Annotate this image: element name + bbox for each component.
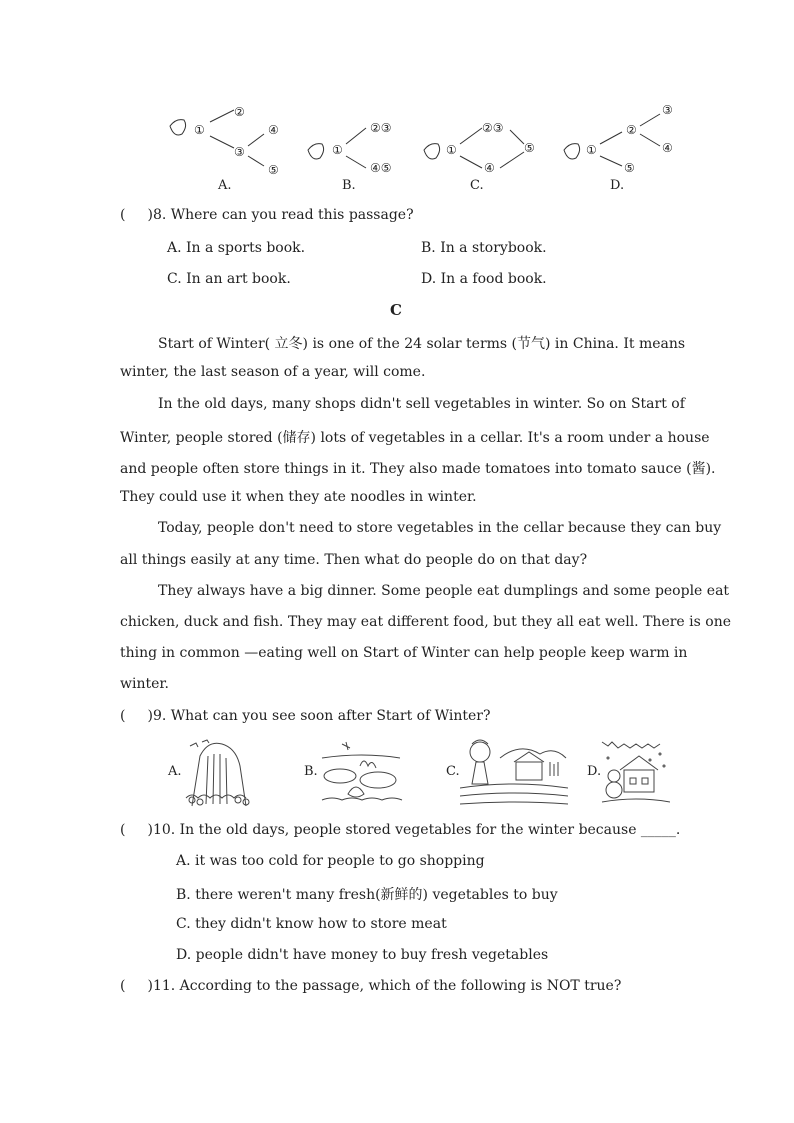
summer-lotus-icon[interactable] xyxy=(318,736,404,808)
passage-line: winter. xyxy=(120,676,169,692)
passage-line: They could use it when they ate noodles in winter. xyxy=(120,489,477,505)
q10-option-c[interactable]: C. they didn't know how to store meat xyxy=(176,916,447,932)
question-11 xyxy=(120,978,621,994)
svg-text:④: ④ xyxy=(268,123,279,137)
spring-waterfall-icon[interactable] xyxy=(182,736,254,808)
answer-paren-open: ( xyxy=(120,822,126,838)
passage-line: Winter, people stored (储存) lots of vegetables in a cellar. It's a room under a house xyxy=(120,430,710,446)
q9-option-d-label[interactable]: D. xyxy=(587,764,602,779)
answer-paren-close: ) xyxy=(147,822,153,838)
question-8-stem: 8. Where can you read this passage? xyxy=(152,207,414,223)
svg-text:④: ④ xyxy=(662,141,673,155)
section-heading: C xyxy=(390,301,402,319)
svg-text:⑤: ⑤ xyxy=(524,141,535,155)
diagram-c xyxy=(418,98,548,196)
diagram-d-label: D. xyxy=(610,178,625,193)
passage-line: They always have a big dinner. Some people eat dumplings and some people eat xyxy=(158,583,730,599)
answer-paren-close: ) xyxy=(147,207,153,223)
svg-text:④⑤: ④⑤ xyxy=(370,161,392,175)
diagram-a xyxy=(160,98,290,196)
passage-line: and people often store things in it. They also made tomatoes into tomato sauce (酱). xyxy=(120,461,716,477)
winter-snowman-icon[interactable] xyxy=(600,736,670,808)
passage-line: thing in common —eating well on Start of Winter can help people keep warm in xyxy=(120,645,688,661)
autumn-harvest-icon[interactable] xyxy=(460,736,568,808)
svg-text:②③: ②③ xyxy=(482,121,504,135)
svg-text:②: ② xyxy=(234,105,245,119)
svg-text:①: ① xyxy=(332,143,343,157)
question-9 xyxy=(120,708,490,724)
passage-line: Today, people don't need to store vegetables in the cellar because they can buy xyxy=(158,520,722,536)
q10-option-d[interactable]: D. people didn't have money to buy fresh vegetables xyxy=(176,947,549,963)
diagram-d xyxy=(560,98,690,196)
answer-paren-open: ( xyxy=(120,978,126,994)
question-11-stem: 11. According to the passage, which of the following is NOT true? xyxy=(152,978,622,994)
diagram-c-label: C. xyxy=(470,178,484,193)
q9-option-c-label[interactable]: C. xyxy=(446,764,460,779)
svg-text:④: ④ xyxy=(484,161,495,175)
q10-option-a[interactable]: A. it was too cold for people to go shopping xyxy=(176,853,485,869)
question-10 xyxy=(120,822,680,838)
svg-text:②③: ②③ xyxy=(370,121,392,135)
diagram-b xyxy=(300,98,430,196)
q8-option-b[interactable]: B. In a storybook. xyxy=(421,240,547,256)
answer-paren-open: ( xyxy=(120,708,126,724)
svg-text:③: ③ xyxy=(662,103,673,117)
passage-line: chicken, duck and fish. They may eat different food, but they all eat well. There is one xyxy=(120,614,731,630)
diagram-a-label: A. xyxy=(218,178,232,193)
passage-line: winter, the last season of a year, will come. xyxy=(120,364,426,380)
diagram-b-label: B. xyxy=(342,178,356,193)
svg-text:①: ① xyxy=(586,143,597,157)
svg-text:②: ② xyxy=(626,123,637,137)
passage-line: In the old days, many shops didn't sell vegetables in winter. So on Start of xyxy=(158,396,685,412)
svg-text:①: ① xyxy=(446,143,457,157)
svg-text:①: ① xyxy=(194,123,205,137)
q8-option-a[interactable]: A. In a sports book. xyxy=(167,240,306,256)
answer-paren-open: ( xyxy=(120,207,126,223)
svg-text:⑤: ⑤ xyxy=(624,161,635,175)
answer-paren-close: ) xyxy=(147,978,153,994)
question-10-stem: 10. In the old days, people stored vegetables for the winter because _____. xyxy=(152,822,681,838)
q8-option-d[interactable]: D. In a food book. xyxy=(421,271,547,287)
passage-line: Start of Winter( 立冬) is one of the 24 solar terms (节气) in China. It means xyxy=(158,336,686,352)
tree-diagram-b-icon xyxy=(300,98,430,196)
q9-option-b-label[interactable]: B. xyxy=(304,764,318,779)
question-9-stem: 9. What can you see soon after Start of Winter? xyxy=(152,708,491,724)
answer-paren-close: ) xyxy=(147,708,153,724)
q9-option-a-label[interactable]: A. xyxy=(168,764,182,779)
svg-text:⑤: ⑤ xyxy=(268,163,279,177)
tree-diagram-d-icon xyxy=(560,98,690,196)
passage-line: all things easily at any time. Then what do people do on that day? xyxy=(120,552,588,568)
svg-text:③: ③ xyxy=(234,145,245,159)
q8-option-c[interactable]: C. In an art book. xyxy=(167,271,291,287)
q10-option-b[interactable]: B. there weren't many fresh(新鲜的) vegetables to buy xyxy=(176,887,558,903)
question-8 xyxy=(120,207,414,223)
